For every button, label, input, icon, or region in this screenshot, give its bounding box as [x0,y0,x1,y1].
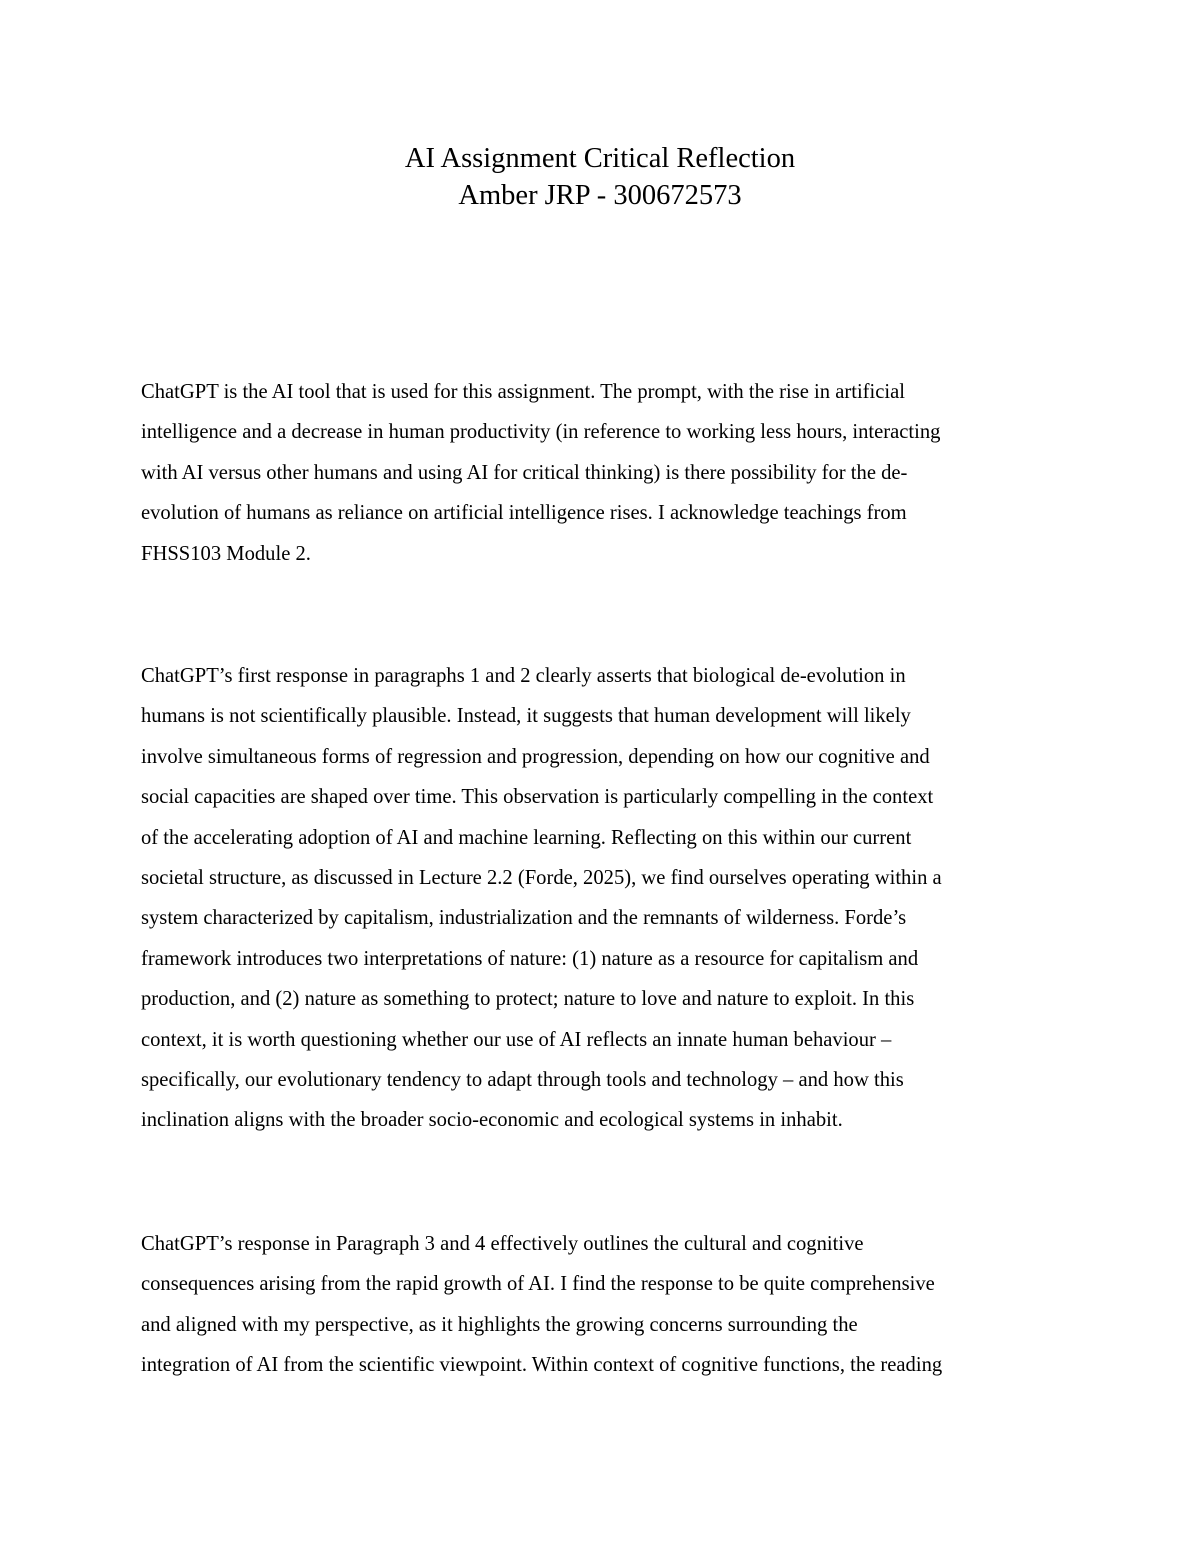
paragraph-line: intelligence and a decrease in human productivity (in reference to working less hours, interacting [141,421,941,444]
paragraph-line: FHSS103 Module 2. [141,542,311,565]
paragraph-line: of the accelerating adoption of AI and machine learning. Reflecting on this within our current [141,826,912,849]
paragraph-line: integration of AI from the scientific viewpoint. Within context of cognitive functions, the reading [141,1354,943,1377]
paragraph-line: specifically, our evolutionary tendency to adapt through tools and technology – and how this [141,1069,904,1092]
paragraph-line: ChatGPT’s first response in paragraphs 1 and 2 clearly asserts that biological de-evolution in [141,665,906,687]
paragraph-line: humans is not scientifically plausible. Instead, it suggests that human development will likely [141,705,911,728]
paragraph-line: with AI versus other humans and using AI for critical thinking) is there possibility for the de- [141,461,908,484]
paragraph-line: and aligned with my perspective, as it highlights the growing concerns surrounding the [141,1313,858,1336]
paragraph-line: ChatGPT is the AI tool that is used for this assignment. The prompt, with the rise in artificial [141,381,905,403]
title-block [0,140,1200,214]
paragraph-2 [141,656,1081,1141]
paragraph-line: framework introduces two interpretations of nature: (1) nature as a resource for capitalism and [141,947,919,970]
paragraph-line: inclination aligns with the broader socio-economic and ecological systems in inhabit. [141,1109,843,1132]
paragraph-line: context, it is worth questioning whether our use of AI reflects an innate human behaviour – [141,1028,892,1051]
document-title: AI Assignment Critical Reflection [404,143,796,174]
paragraph-line: evolution of humans as reliance on artificial intelligence rises. I acknowledge teachings from [141,502,907,525]
paragraph-line: societal structure, as discussed in Lecture 2.2 (Forde, 2025), we find ourselves operating within a [141,867,942,890]
paragraph-line: social capacities are shaped over time. This observation is particularly compelling in the context [141,786,934,809]
paragraph-1 [141,372,1081,574]
paragraph-line: involve simultaneous forms of regression and progression, depending on how our cognitive and [141,745,930,768]
document-subtitle: Amber JRP - 300672573 [458,180,742,211]
paragraph-3 [141,1224,1081,1386]
paragraph-line: production, and (2) nature as something to protect; nature to love and nature to exploit. In this [141,988,915,1011]
paragraph-line: system characterized by capitalism, industrialization and the remnants of wilderness. Forde’s [141,907,907,930]
paragraph-line: ChatGPT’s response in Paragraph 3 and 4 effectively outlines the cultural and cognitive [141,1233,864,1255]
paragraph-line: consequences arising from the rapid growth of AI. I find the response to be quite comprehensive [141,1273,935,1296]
